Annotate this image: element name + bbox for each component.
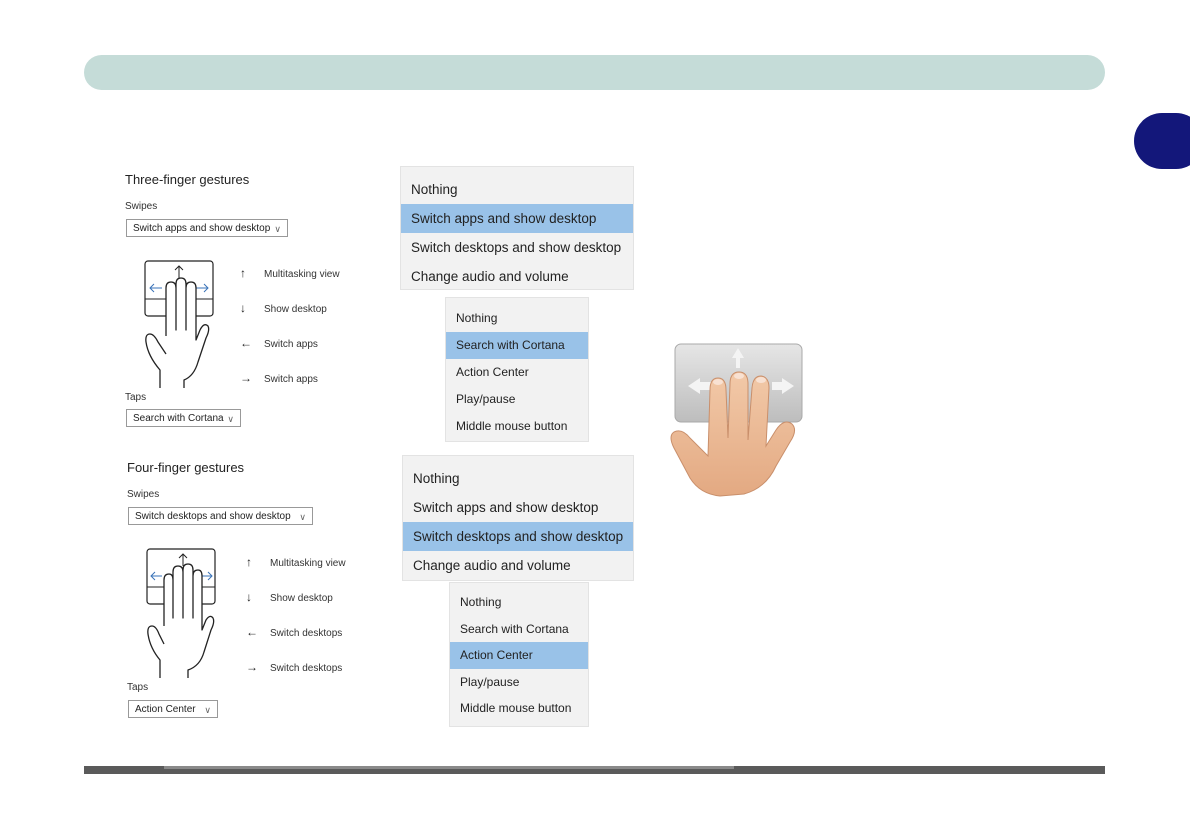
page-header-bar: [84, 55, 1105, 90]
three-swipes-label: Swipes: [125, 201, 158, 212]
dropdown-option[interactable]: Nothing: [411, 182, 458, 197]
hand-on-touchpad-icon: [660, 338, 810, 498]
four-finger-title: Four-finger gestures: [127, 460, 245, 475]
dropdown-option-selected[interactable]: Action Center: [450, 642, 588, 669]
chevron-down-icon: ∨: [227, 414, 234, 424]
touchpad-gesture-icon: [138, 258, 224, 388]
three-taps-value: Search with Cortana: [133, 413, 224, 424]
dropdown-option[interactable]: Search with Cortana: [460, 622, 569, 636]
arrow-left-icon: ←: [246, 625, 258, 639]
footer-rule: [84, 766, 1105, 774]
four-taps-select[interactable]: [128, 700, 218, 718]
four-taps-label: Taps: [127, 682, 149, 693]
arrow-right-icon: →: [240, 371, 252, 385]
gesture-row: ↑ Multitasking view: [246, 555, 346, 569]
gesture-row: ↑ Multitasking view: [240, 266, 340, 280]
chevron-down-icon: ∨: [204, 705, 211, 715]
dropdown-option-selected[interactable]: Switch desktops and show desktop: [403, 522, 633, 551]
dropdown-option[interactable]: Nothing: [413, 471, 460, 486]
arrow-left-icon: ←: [240, 336, 252, 350]
four-taps-value: Action Center: [135, 704, 196, 715]
dropdown-option[interactable]: Nothing: [456, 311, 498, 325]
arrow-down-icon: ↓: [240, 301, 246, 315]
dropdown-option[interactable]: Play/pause: [456, 392, 516, 406]
dropdown-option[interactable]: Change audio and volume: [411, 269, 569, 284]
gesture-row: ← Switch apps: [240, 336, 318, 350]
three-taps-label: Taps: [125, 392, 147, 403]
four-taps-dropdown: [450, 583, 588, 726]
dropdown-option[interactable]: Switch apps and show desktop: [413, 500, 599, 515]
three-taps-dropdown: [446, 298, 588, 441]
three-taps-select[interactable]: [126, 409, 241, 427]
gesture-row: → Switch desktops: [246, 660, 343, 674]
dropdown-option[interactable]: Action Center: [456, 365, 529, 379]
gesture-row: ↓ Show desktop: [240, 301, 327, 315]
arrow-down-icon: ↓: [246, 590, 252, 604]
arrow-up-icon: ↑: [240, 266, 246, 280]
dropdown-option[interactable]: Middle mouse button: [456, 419, 568, 433]
four-swipes-select[interactable]: [128, 507, 313, 525]
gesture-row: ← Switch desktops: [246, 625, 343, 639]
arrow-up-icon: ↑: [246, 555, 252, 569]
four-swipes-label: Swipes: [127, 489, 160, 500]
dropdown-option[interactable]: Switch desktops and show desktop: [411, 240, 622, 255]
four-swipes-value: Switch desktops and show desktop: [135, 511, 291, 522]
three-swipes-dropdown: [401, 167, 633, 289]
three-swipes-value: Switch apps and show desktop: [133, 223, 271, 234]
three-swipes-select[interactable]: [126, 219, 288, 237]
gesture-row: → Switch apps: [240, 371, 318, 385]
dropdown-option[interactable]: Nothing: [460, 595, 502, 609]
chapter-tab: [1134, 113, 1190, 169]
dropdown-option-selected[interactable]: Switch apps and show desktop: [401, 204, 633, 233]
four-swipes-dropdown: [403, 456, 633, 580]
touchpad-gesture-icon: [140, 546, 226, 678]
dropdown-option[interactable]: Play/pause: [460, 675, 520, 689]
dropdown-option[interactable]: Change audio and volume: [413, 558, 571, 573]
dropdown-option-selected[interactable]: Search with Cortana: [446, 332, 588, 359]
gesture-row: ↓ Show desktop: [246, 590, 333, 604]
three-finger-title: Three-finger gestures: [125, 172, 250, 187]
arrow-right-icon: →: [246, 660, 258, 674]
chevron-down-icon: ∨: [274, 224, 281, 234]
dropdown-option[interactable]: Middle mouse button: [460, 701, 572, 715]
chevron-down-icon: ∨: [299, 512, 306, 522]
